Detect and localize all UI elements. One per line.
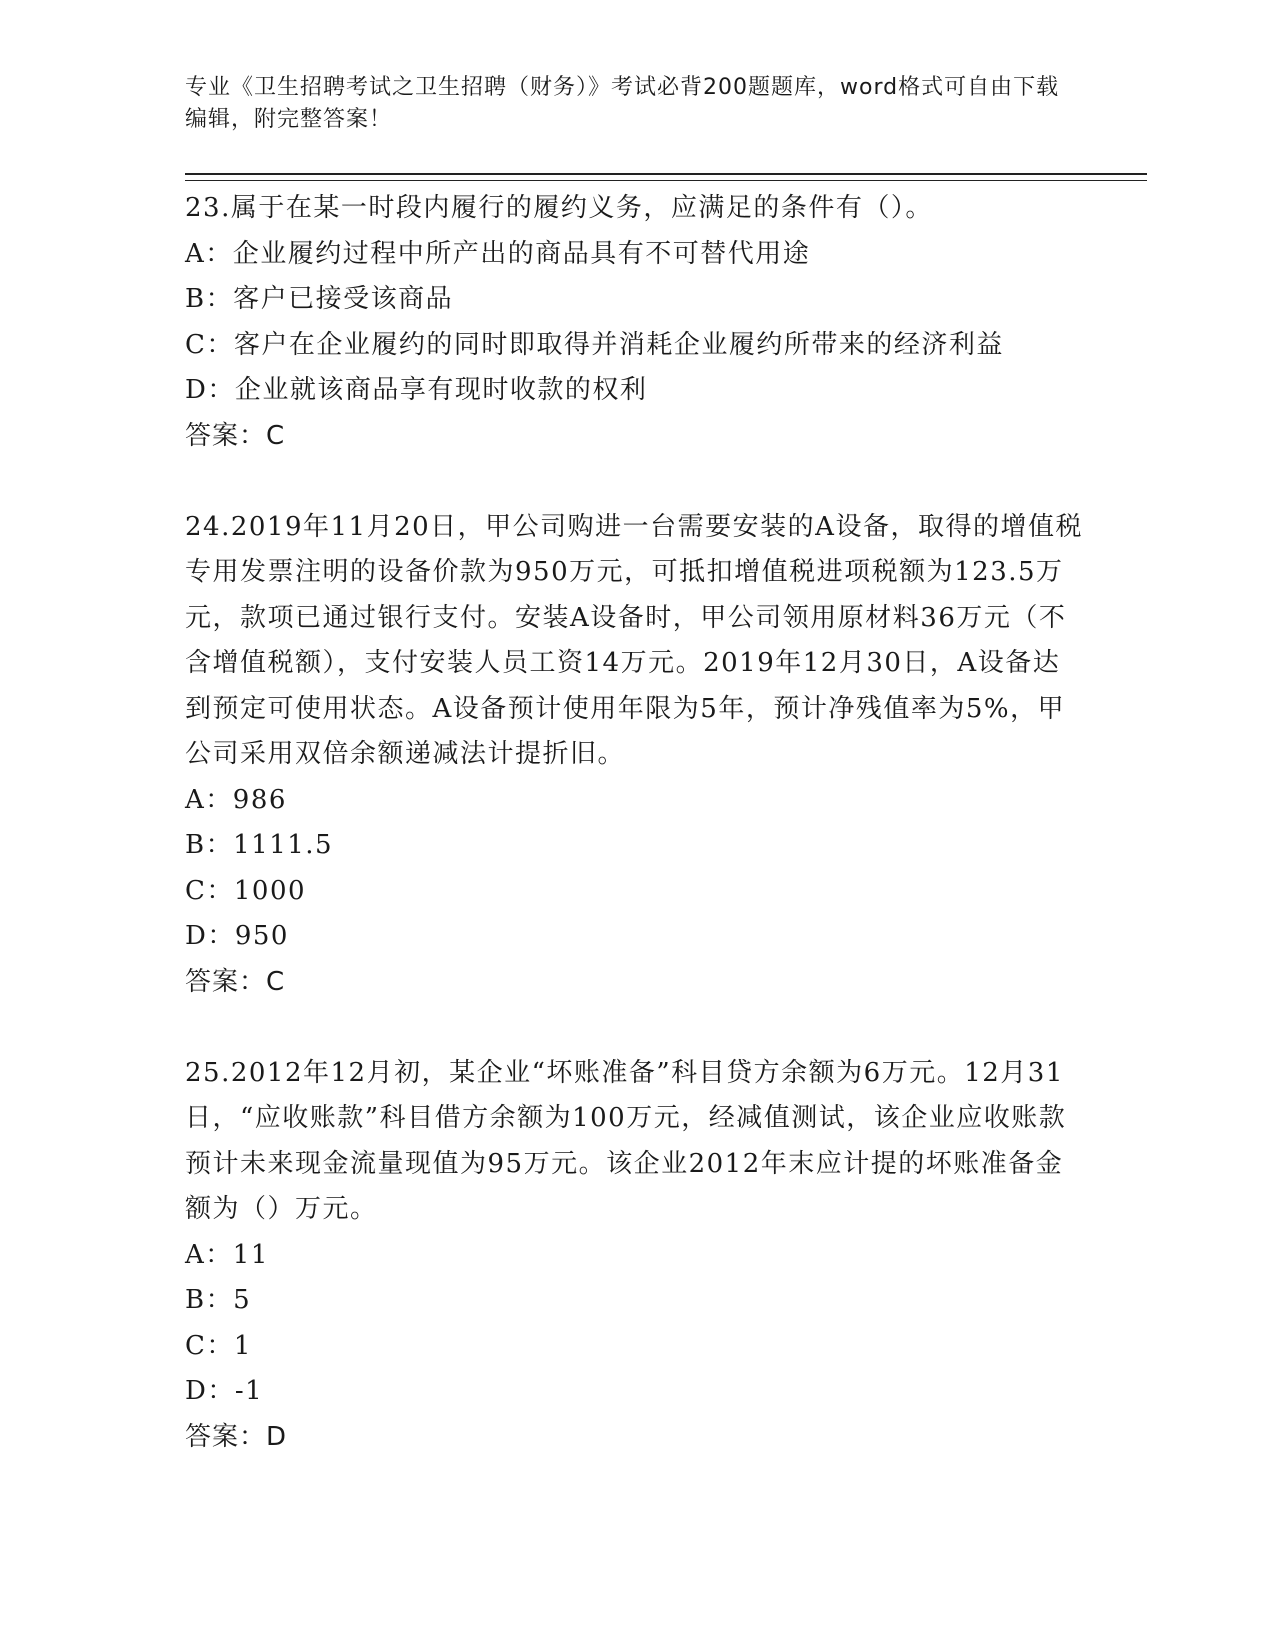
question-spacer [185,459,1085,505]
option-a: A：11 [185,1239,269,1270]
option-b: B：5 [185,1285,252,1315]
option-d: D：企业就该商品享有现时收款的权利 [185,375,648,405]
option-d: D：950 [185,921,289,951]
question-spacer [185,1005,1085,1051]
document-header: 专业《卫生招聘考试之卫生招聘（财务）》考试必背200题题库，word格式可自由下载编辑，附完整答案！ [185,75,1060,132]
question-text: 23.属于在某一时段内履行的履约义务，应满足的条件有（）。 [185,193,933,223]
option-b: B：客户已接受该商品 [185,284,454,314]
option-a: A：企业履约过程中所产出的商品具有不可替代用途 [185,238,811,269]
option-b: B：1111.5 [185,830,334,860]
question-25 [185,1051,1085,1461]
answer-line: 答案：C [185,420,286,451]
option-d: D：-1 [185,1376,264,1406]
question-24 [185,505,1085,1006]
option-c: C：1 [185,1330,252,1361]
answer-line: 答案：C [185,966,286,997]
question-list [185,186,1085,1460]
question-23 [185,186,1085,459]
header-divider-thin [185,180,1147,181]
answer-line: 答案：D [185,1421,288,1452]
option-a: A：986 [185,784,287,815]
question-text: 25.2012年12月初，某企业“坏账准备”科目贷方余额为6万元。12月31日，“应收账款”科目借方余额为100万元，经减值测试，该企业应收账款预计未来现金流量现值为95万元。该企业2012年末应计提的坏账准备金额为（）万元。 [185,1057,1067,1224]
header-divider-thick [185,173,1147,175]
question-text: 24.2019年11月20日，甲公司购进一台需要安装的A设备，取得的增值税专用发票注明的设备价款为950万元，可抵扣增值税进项税额为123.5万元，款项已通过银行支付。安装A设备时，甲公司领用原材料36万元（不含增值税额），支付安装人员工资14万元。2019年12月30日，A设备达到预定可使用状态。A设备预计使用年限为5年，预计净残值率为5%，甲公司采用双倍余额递减法计提折旧。 [185,511,1083,769]
option-c: C：客户在企业履约的同时即取得并消耗企业履约所带来的经济利益 [185,329,1004,360]
option-c: C：1000 [185,875,307,906]
